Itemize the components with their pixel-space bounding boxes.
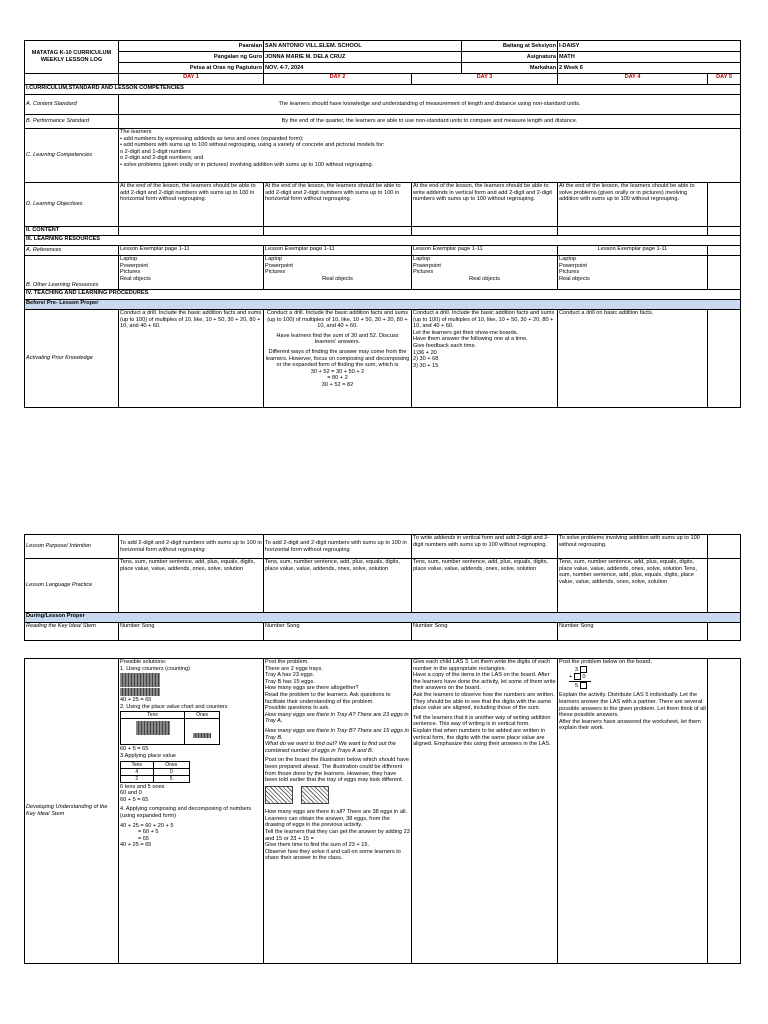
prior-day-4: Conduct a drill on basic addition facts. — [558, 310, 708, 408]
day-3-header: DAY 3 — [412, 74, 558, 85]
dll-title: MATATAG K-10 CURRICULUM WEEKLY LESSON LOG — [25, 41, 119, 74]
blank-box — [574, 673, 581, 680]
school-label: Paaralan — [119, 41, 264, 52]
reference-day-1: Lesson Exemplar page 1-11 — [119, 246, 264, 256]
objective-day-2: At the end of the lesson, the learners should be able to add 2-digit and 2-digit numbers with sums up to 100 in horizontal form without regrouping. — [264, 183, 412, 227]
purpose-day-4: To solve problems involving addition with sums up to 100 without regrouping. — [558, 535, 708, 559]
section-curriculum: I.CURRICULUM,STANDARD AND LESSON COMPETENCIES — [25, 85, 741, 95]
resources-day-1: Laptop Powerpoint Pictures Real objects — [119, 256, 264, 290]
place-value-chart: Tens Ones — [120, 711, 220, 745]
blank-box — [580, 682, 587, 689]
date-value: NOV. 4-7, 2024 — [264, 63, 462, 74]
developing-label: Developing Understanding of the Key Idea/ Stem — [25, 659, 119, 964]
school-value: SAN ANTONIO VILL.ELEM. SCHOOL — [264, 41, 462, 52]
competencies-text — [119, 129, 741, 183]
competency-line: • add numbers by expressing addends as tens and ones (expanded form); — [120, 135, 304, 142]
date-label: Petsa at Oras ng Pagtuturo — [119, 63, 264, 74]
lesson-log-table-bottom — [24, 658, 741, 964]
blank-box — [580, 666, 587, 673]
purpose-day-1: To add 2-digit and 2-digit numbers with sums up to 100 in horizontal form without regrouping — [119, 535, 264, 559]
reading-label: Reading the Key Idea/ Stem — [25, 623, 119, 641]
references-label: A. References — [25, 246, 119, 256]
lesson-log-table-top — [24, 40, 741, 408]
teacher-value: JONNA MARIE M. DELA CRUZ — [264, 52, 462, 63]
developing-day-1: Possible solutions: 1. Using counters (counting) 40 + 25 = 65 2. Using the place value chart and counters Tens Ones 60 + 5 = 65 3.Applying place value Tens Ones 4 0 2 5 6 tens and 5 ones 60 and 0 60 + 5 = 65 4. Applying composing and decomposing of numbers (using expanded form) 40 + 25 = 60 + 20 + 5 = 60 + 5 = 65 40 + 25 = 65 — [119, 659, 264, 964]
language-practice-label: Lesson Language Practice — [25, 559, 119, 613]
day-4-header: DAY 4 — [558, 74, 708, 85]
lesson-log-table-middle — [24, 534, 741, 641]
reference-day-2: Lesson Exemplar page 1-11 — [264, 246, 412, 256]
purpose-day-3: To write addends in vertical form and add 2-digit and 2-digit numbers with sums up to 100 without regrouping. — [412, 535, 558, 559]
prior-knowledge-label: Activating Prior Knowledge — [25, 310, 119, 408]
competencies-label: C. Learning Competencies — [25, 129, 119, 183]
resources-day-4: Laptop Powerpoint Pictures Real objects — [558, 256, 708, 290]
competency-line: • add numbers with sums up to 100 without regrouping, using a variety of concrete and pictorial models for: — [120, 142, 385, 149]
day-5-header: DAY 5 — [708, 74, 741, 85]
section-content: II. CONTENT — [25, 227, 119, 236]
quarter-value: 2 Week 6 — [558, 63, 741, 74]
subject-label: Asignatura — [462, 52, 558, 63]
developing-day-4: Post the problem below on the board. 3 + 0 5 Explain the activity. Distribute LAS 5 individually. Let the learners answer the LAS with a partner. There are several possible answers to the given problem. Let them think of all these possible answers. After the learners have answered the worksheet, let them explain their work. — [558, 659, 708, 964]
subject-value: MATH — [558, 52, 741, 63]
addition-puzzle: 3 + 0 5 — [559, 666, 706, 690]
during-lesson-header: During/Lesson Proper — [25, 613, 741, 623]
reference-day-3: Lesson Exemplar page 1-11 — [412, 246, 558, 256]
language-day-1: Tens, sum, number sentence, add, plus, equals, digits, place value, value, addends, ones, solve, solution — [119, 559, 264, 613]
content-standard-label: A. Content Standard — [25, 95, 119, 115]
prior-day-1: Conduct a drill. Include the basic addition facts and sums (up to 100) of multiples of 10, like, 10 + 50, 30 + 20, 80 + 10, and 40 + 60. — [119, 310, 264, 408]
reading-day-3: Number Song — [412, 623, 558, 641]
egg-tray-b-image — [301, 786, 329, 804]
tens-counters-image — [136, 721, 170, 735]
counters-image — [120, 688, 160, 696]
resources-day-3: Laptop Powerpoint Pictures Real objects — [412, 256, 558, 290]
language-day-2: Tens, sum, number sentence, add, plus, equals, digits, place value, value, addends, ones, solve, solution — [264, 559, 412, 613]
reading-day-4: Number Song — [558, 623, 708, 641]
other-resources-label: B. Other Learning Resources — [25, 256, 119, 290]
prior-day-3: Conduct a drill. Include the basic addition facts and sums (up to 100) of multiples of 10, like, 10 + 50, 30 + 20, 80 + 10, and 40 + 60. Let the learners get their show-me boards. Have them answer the following one at a time. Give feedback each time. 1)36 + 20 2) 30 + 68 3) 30 + 15 — [412, 310, 558, 408]
ones-counters-image — [193, 733, 211, 738]
language-day-3: Tens, sum, number sentence, add, plus, equals, digits, place value, value, addends, ones, solve, solution — [412, 559, 558, 613]
performance-standard-text: By the end of the quarter, the learners are able to use non-standard units to compare and measure length and distance. — [119, 115, 741, 129]
grade-label: Baitang at Seksiyon — [462, 41, 558, 52]
reading-day-1: Number Song — [119, 623, 264, 641]
objective-day-1: At the end of the lesson, the learners should be able to add 2-digit and 2-digit numbers with sums up to 100 in horizontal form without regrouping. — [119, 183, 264, 227]
section-procedures: IV. TEACHING AND LEARNING PROCEDURES — [25, 290, 741, 300]
competency-line: o 2-digit and 1-digit numbers — [120, 148, 191, 155]
teacher-label: Pangalan ng Guro — [119, 52, 264, 63]
language-day-4: Tens, sum, number sentence, add, plus, equals, digits, place value, value, addends, ones, solve, solution Tens, sum, number sentence, add, plus, equals, digits, place value, value, addends, ones, solve, solution — [558, 559, 708, 613]
egg-trays-illustration — [265, 784, 410, 807]
day-header-blank — [25, 74, 119, 85]
content-standard-text: The learners should have knowledge and understanding of measurement of length and distance using non-standard units. — [119, 95, 741, 115]
place-value-table: Tens Ones 4 0 2 5 — [120, 761, 190, 783]
section-resources: III. LEARNING RESOURCES — [25, 236, 741, 246]
objective-day-3: At the end of the lesson, the learners should be able to write addends in vertical form and add 2-digit and 2-digit numbers with sums up to 100 without regrouping. — [412, 183, 558, 227]
objectives-label: D. Learning Objectives — [25, 183, 119, 227]
reading-day-2: Number Song — [264, 623, 412, 641]
objective-day-5 — [708, 183, 741, 227]
day-1-header: DAY 1 — [119, 74, 264, 85]
performance-standard-label: B. Performance Standard — [25, 115, 119, 129]
competency-line: The learners — [120, 129, 152, 135]
day-2-header: DAY 2 — [264, 74, 412, 85]
egg-tray-a-image — [265, 786, 293, 804]
purpose-day-2: To add 2-digit and 2-digit numbers with sums up to 100 in horizontal form without regrouping — [264, 535, 412, 559]
purpose-label: Lesson Purpose/ Intention — [25, 535, 119, 559]
competency-line: • solve problems (given orally or in pictures) involving addition with sums up to 100 without regrouping. — [120, 161, 374, 168]
developing-day-2: Post the problem. There are 2 eggs trays. Tray A has 23 eggs. Tray B has 15 eggs. How many eggs are there altogether? Read the problem to the learners. Ask questions to facilitate their understanding of the problem. Possible questions to ask. How many eggs are there in Tray A? There are 23 eggs in Tray A. How many eggs are there in Tray B? There are 15 eggs in Tray B. What do we want to find out? We want to find out the combined number of eggs in Trays A and B. Post on the board the illustration below which should have been prepared ahead. The illustration could be different from those done by the learners. However, they have been told earlier that the tray of eggs may look different. How many eggs are there in all? There are 38 eggs in all. Learners can obtain the answer, 38 eggs, from the drawing of eggs in the previous activity. Tell the learners that they can get the answer by adding 23 and 15 or 23 + 15 = Give them time to find the sum of 23 + 15. Observe how they solve it and call on some learners to share their answer to the class. — [264, 659, 412, 964]
competency-line: o 2-digit and 2-digit numbers; and — [120, 155, 204, 162]
before-lesson-header: Before/ Pre- Lesson Proper — [25, 300, 741, 310]
quarter-label: Markahan — [462, 63, 558, 74]
developing-day-3: Give each child LAS 3. Let them write the digits of each number in the appropriate rectangles. Have a copy of the items in the LAS on the board. After the learners have done the activity, let some of them write their answers on the board. Ask the learners to observe how the numbers are written. They should be able to see that the digits with the same place value are aligned, including those of the sum. Tell the learners that it is another way of writing addition sentence. This way of writing is in vertical form. Explain that when numbers to be added are written in vertical form, the digits with the same place value are aligned. Emphasize this using their answers in the LAS. — [412, 659, 558, 964]
resources-day-2: Laptop Powerpoint Pictures Real objects — [264, 256, 412, 290]
prior-day-2: Conduct a drill. Include the basic addition facts and sums (up to 100) of multiples of 10, like, 10 + 50, 30 + 20, 80 + 10, and 40 + 60. Have learners find the sum of 30 and 52. Discuss learners' answers. Different ways of finding the answer may come from the learners. However, focus on composing and decomposing or the expanded form of finding the sum, which is 30 + 52 = 30 + 50 + 2 = 80 + 2 30 + 52 = 82 — [264, 310, 412, 408]
objective-day-4: At the end of the lesson, the learners should be able to solve problems (given orally or in pictures) involving addition with sums up to 100 without regrouping. — [558, 183, 708, 227]
counters-image — [120, 673, 160, 687]
grade-value: I-DAISY — [558, 41, 741, 52]
reference-day-4: Lesson Exemplar page 1-11 — [558, 246, 708, 256]
